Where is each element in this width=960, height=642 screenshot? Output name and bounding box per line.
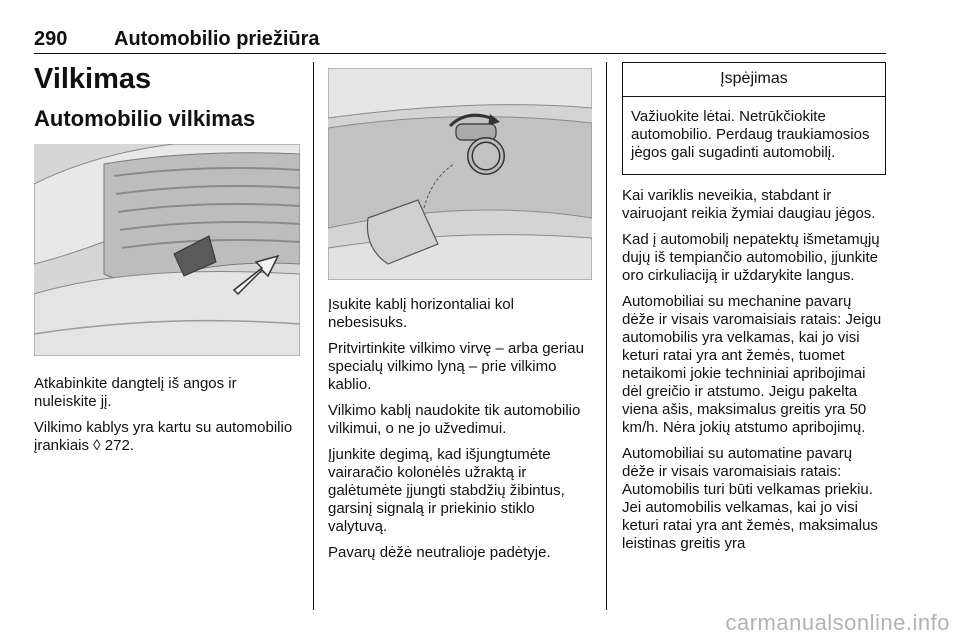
- warning-box: [622, 62, 886, 175]
- column-left: [34, 62, 300, 463]
- instructions-right: [622, 187, 886, 553]
- paragraph: Vilkimo kablį naudokite tik automobilio vilkimui, o ne jo užvedimui.: [328, 402, 581, 437]
- column-middle: [328, 62, 592, 570]
- paragraph: Automobiliai su automatine pavarų dėže ir visais varomaisiais ratais: Automobilis turi būti velkamas priekiu. Jei automobilis velkamas, kai jo visi keturi ratai yra ant žemės, maksimalus leistinas greitis yra: [622, 445, 878, 552]
- bumper-cover-illustration: [34, 144, 300, 356]
- watermark: carmanualsonline.info: [725, 610, 950, 635]
- column-divider: [606, 62, 607, 610]
- paragraph: Pritvirtinkite vilkimo virvę – arba geriau specialų vilkimo lyną – prie vilkimo kablio.: [328, 340, 584, 393]
- paragraph: Kai variklis neveikia, stabdant ir vairuojant reikia žymiai daugiau jėgos.: [622, 187, 876, 222]
- chapter-title: Vilkimas: [34, 63, 152, 95]
- instructions-middle: [328, 296, 592, 562]
- warning-text: Važiuokite lėtai. Netrūkčiokite automobilio. Perdaug traukiamosios jėgos gali sugadinti automobilį.: [631, 108, 870, 161]
- paragraph: Įsukite kablį horizontaliai kol nebesisuks.: [328, 296, 514, 331]
- bumper-cover-drawing: [34, 144, 300, 356]
- towing-eye-drawing: [328, 68, 592, 280]
- paragraph: Įjunkite degimą, kad išjungtumėte vairaračio kolonėlės užraktą ir galėtumėte įjungti stabdžių žibintus, garsinį signalą ir priekinio stiklo valytuvą.: [328, 446, 565, 535]
- paragraph: Atkabinkite dangtelį iš angos ir nuleiskite jį.: [34, 375, 237, 410]
- page-header: [34, 22, 886, 54]
- column-right: [622, 62, 886, 561]
- paragraph: Vilkimo kablys yra kartu su automobilio įrankiais ◊ 272.: [34, 419, 293, 454]
- column-divider: [313, 62, 314, 610]
- instructions-left: [34, 375, 300, 455]
- towing-eye-illustration: [328, 68, 592, 280]
- page-number: 290: [34, 28, 68, 50]
- subsection-title: Automobilio vilkimas: [34, 106, 256, 131]
- section-title: Automobilio priežiūra: [114, 28, 320, 50]
- warning-title: Įspėjimas: [623, 63, 885, 97]
- paragraph: Kad į automobilį nepatektų išmetamųjų dujų iš tempiančio automobilio, įjunkite oro cirkuliaciją ir uždarykite langus.: [622, 231, 880, 284]
- header-rule: [34, 53, 886, 54]
- paragraph: Pavarų dėžė neutralioje padėtyje.: [328, 544, 551, 561]
- paragraph: Automobiliai su mechanine pavarų dėže ir visais varomaisiais ratais: Jeigu automobilis yra velkamas, kai jo visi keturi ratai yra ant žemės, tuomet netaikomi jokie techniniai apribojimai dėl greičio ir atstumo. Jeigu pakelta viena ašis, maksimalus greitis yra 50 km/h. Nėra jokių atstumo apribojimų.: [622, 293, 882, 436]
